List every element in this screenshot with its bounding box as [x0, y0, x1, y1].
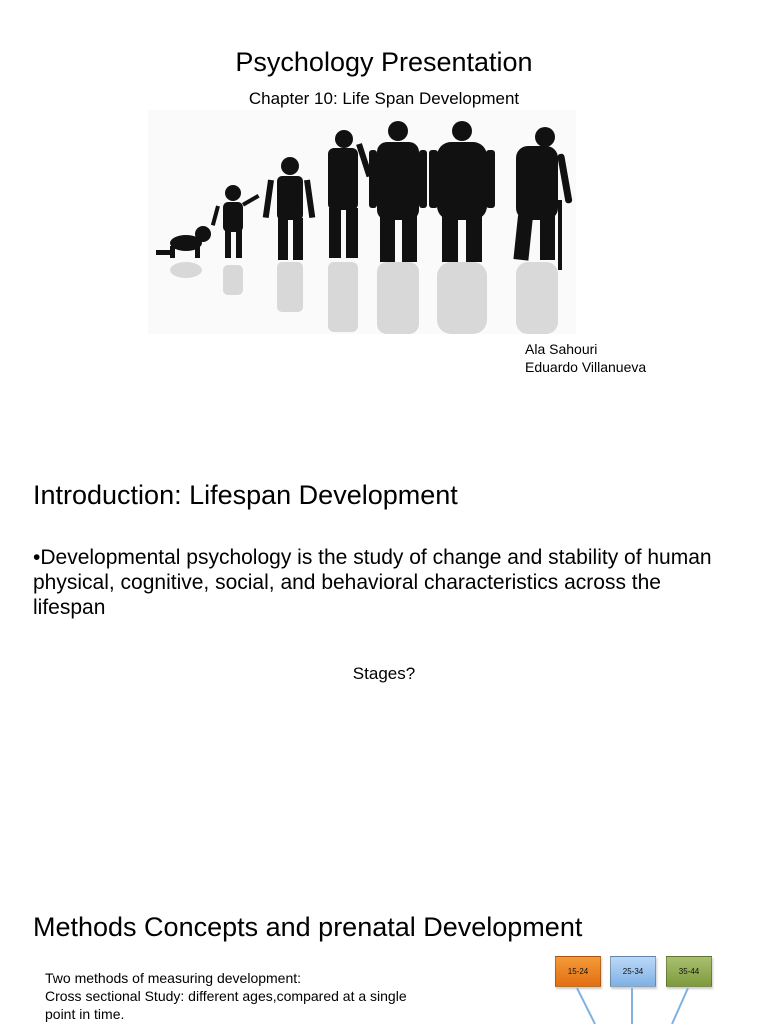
age-group-box: 15-24 [555, 956, 601, 987]
section-body-text: •Developmental psychology is the study of change and stability of human physical, cognitive, social, and behavioral characteristics across the lifespan [33, 546, 712, 619]
section-heading-methods: Methods Concepts and prenatal Development [33, 912, 583, 942]
age-group-box: 35-44 [666, 956, 712, 987]
stages-question: Stages? [352, 664, 416, 683]
author-name: Eduardo Villanueva [525, 359, 647, 375]
adult-silhouette-icon [369, 121, 427, 262]
baby-silhouette-icon [156, 226, 211, 258]
age-group-box: 25-34 [610, 956, 656, 987]
silhouette-reflection [170, 262, 558, 334]
author-list [525, 340, 646, 376]
section-heading-introduction: Introduction: Lifespan Development [33, 480, 458, 510]
child-silhouette-icon [263, 157, 316, 260]
middle-aged-silhouette-icon [429, 121, 495, 262]
toddler-silhouette-icon [211, 185, 260, 258]
life-stages-silhouette-image [148, 110, 576, 334]
methods-line: Two methods of measuring development: [45, 970, 302, 986]
methods-text [45, 969, 445, 1023]
slide-subtitle: Chapter 10: Life Span Development [248, 89, 520, 108]
elderly-silhouette-icon [513, 127, 572, 270]
author-name: Ala Sahouri [525, 341, 598, 357]
teenager-silhouette-icon [328, 130, 372, 258]
methods-line: point in time. [45, 1006, 125, 1022]
methods-line: Cross sectional Study: different ages,compared at a single [45, 988, 407, 1004]
diagram-connector-lines [560, 986, 720, 1024]
slide-title: Psychology Presentation [235, 47, 533, 77]
